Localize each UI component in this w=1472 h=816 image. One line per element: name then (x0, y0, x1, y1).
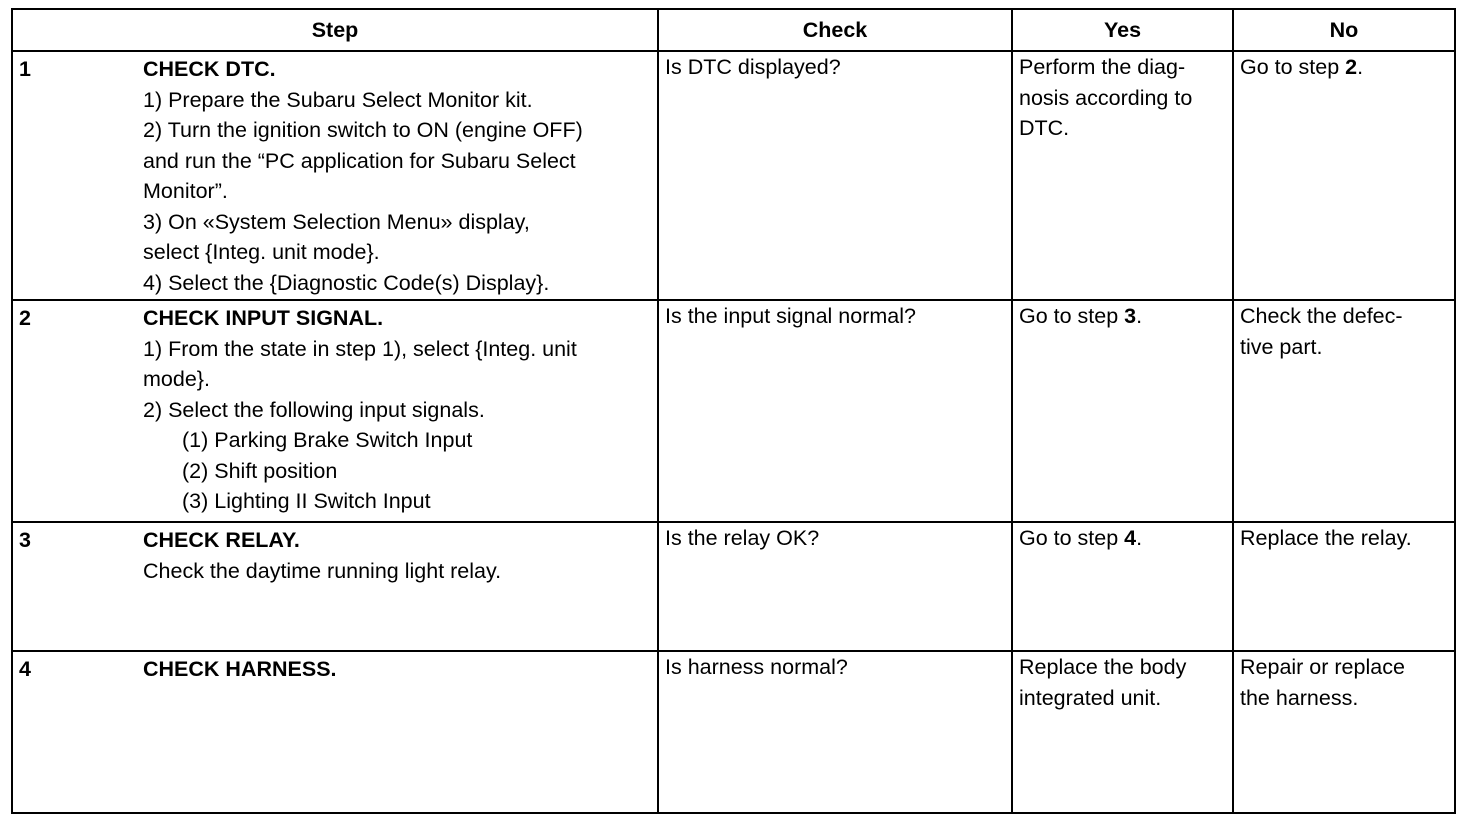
no-suffix: . (1357, 55, 1364, 79)
step-subline: (2) Shift position (182, 458, 338, 483)
yes-cell (1012, 51, 1233, 300)
step-title: CHECK DTC. (143, 57, 276, 81)
yes-prefix: Go to step (1019, 526, 1125, 550)
step-line: 3) On «System Selection Menu» display, (143, 209, 530, 234)
yes-line: DTC. (1019, 116, 1070, 140)
header-yes: Yes (1012, 9, 1233, 51)
step-line: 4) Select the {Diagnostic Code(s) Display}. (143, 270, 550, 295)
step-cell (12, 300, 658, 522)
step-subline: (3) Lighting II Switch Input (182, 489, 431, 513)
table-row (12, 522, 1455, 651)
step-line: 2) Turn the ignition switch to ON (engine OFF) (143, 118, 583, 142)
yes-line: Perform the diag- (1019, 55, 1186, 79)
no-line: Repair or replace (1240, 655, 1405, 679)
step-line: mode}. (143, 367, 210, 391)
step-line: and run the “PC application for Subaru Select (143, 148, 576, 173)
step-body (143, 523, 651, 586)
yes-cell (1012, 522, 1233, 651)
yes-line: integrated unit. (1019, 685, 1162, 710)
step-cell (12, 51, 658, 300)
no-cell (1233, 522, 1455, 651)
yes-suffix: . (1136, 304, 1143, 328)
check-cell (658, 651, 1012, 813)
check-cell (658, 51, 1012, 300)
header-no: No (1233, 9, 1455, 51)
step-number: 3 (19, 528, 31, 552)
step-subline: (1) Parking Brake Switch Input (182, 428, 473, 452)
diagnostic-table (11, 8, 1456, 814)
no-line: the harness. (1240, 685, 1359, 710)
step-line: 1) Prepare the Subaru Select Monitor kit. (143, 87, 533, 112)
header-row (12, 9, 1455, 51)
no-cell (1233, 300, 1455, 522)
check-text: Is the input signal normal? (665, 304, 916, 328)
step-number: 4 (19, 657, 31, 681)
yes-suffix: . (1136, 526, 1143, 550)
step-title: CHECK RELAY. (143, 528, 300, 552)
diagnostic-procedure-sheet (11, 8, 1454, 806)
table-row (12, 300, 1455, 522)
step-line: Monitor”. (143, 179, 228, 203)
header-step: Step (12, 9, 658, 51)
check-cell (658, 522, 1012, 651)
check-text: Is harness normal? (665, 655, 848, 679)
no-line: tive part. (1240, 334, 1323, 359)
yes-line: Replace the body (1019, 655, 1187, 679)
step-body (143, 652, 651, 685)
no-line: Replace the relay. (1240, 526, 1412, 550)
step-line: select {Integ. unit mode}. (143, 240, 380, 264)
step-number: 1 (19, 57, 31, 81)
no-cell (1233, 51, 1455, 300)
step-line: 2) Select the following input signals. (143, 397, 485, 422)
step-line: Check the daytime running light relay. (143, 558, 502, 583)
step-line: 1) From the state in step 1), select {Integ. unit (143, 336, 577, 361)
no-prefix: Go to step (1240, 55, 1346, 79)
table-row (12, 651, 1455, 813)
yes-step-ref: 3 (1124, 304, 1137, 328)
check-cell (658, 300, 1012, 522)
header-check: Check (658, 9, 1012, 51)
yes-line: nosis according to (1019, 85, 1193, 110)
yes-cell (1012, 300, 1233, 522)
step-body (143, 301, 651, 517)
no-step-ref: 2 (1345, 55, 1358, 79)
step-number: 2 (19, 306, 31, 330)
step-title: CHECK HARNESS. (143, 657, 337, 681)
no-cell (1233, 651, 1455, 813)
step-cell (12, 522, 658, 651)
no-line: Check the defec- (1240, 304, 1403, 328)
step-title: CHECK INPUT SIGNAL. (143, 306, 384, 330)
table-row (12, 51, 1455, 300)
step-body (143, 52, 651, 298)
yes-prefix: Go to step (1019, 304, 1125, 328)
check-text: Is DTC displayed? (665, 55, 841, 79)
yes-cell (1012, 651, 1233, 813)
yes-step-ref: 4 (1124, 526, 1137, 550)
check-text: Is the relay OK? (665, 526, 820, 550)
step-cell (12, 651, 658, 813)
